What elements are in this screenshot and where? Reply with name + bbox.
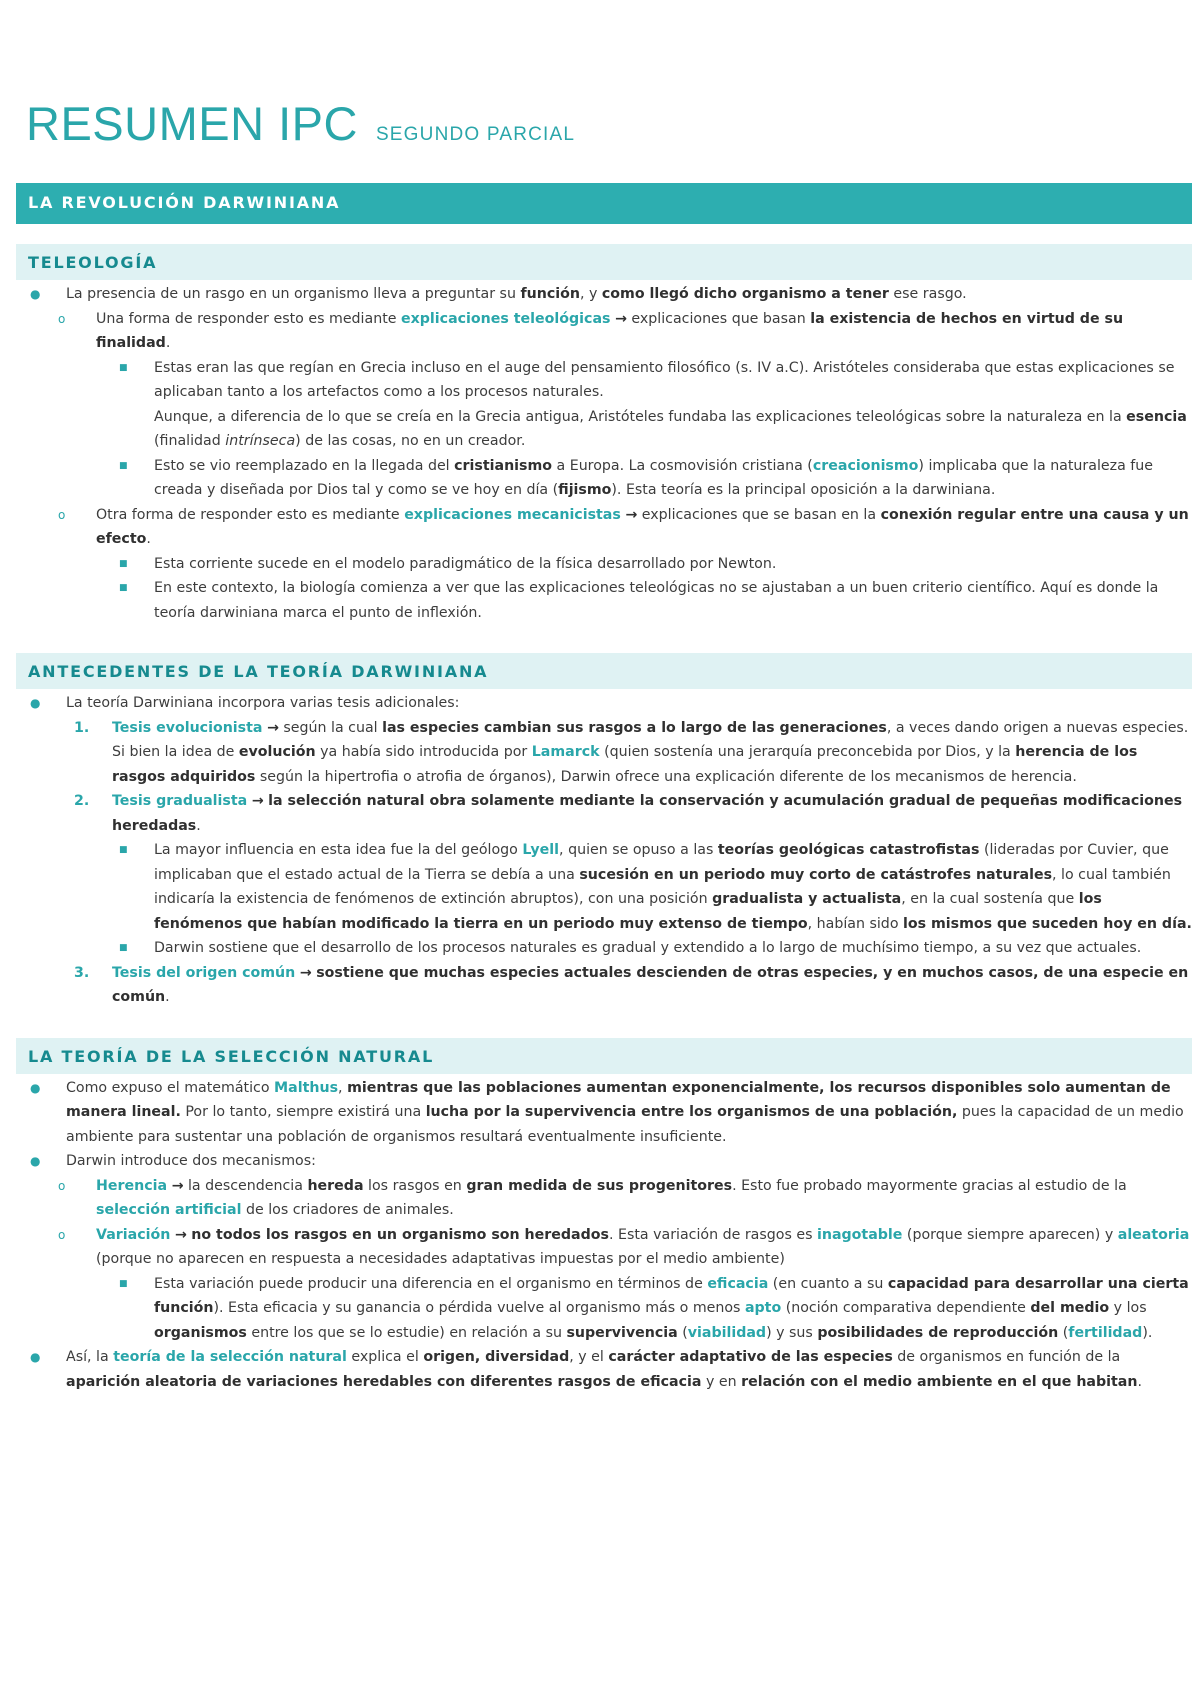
section-heading-revolucion: LA REVOLUCIÓN DARWINIANA <box>16 183 1192 224</box>
list-item: ● Como expuso el matemático Malthus, mientras que las poblaciones aumentan exponencialmente, los recursos disponibles solo aumentan de manera lineal. Por lo tanto, siempre existirá una lucha por la supervivencia entre los organismos de una población, pues la capacidad de un medio ambiente para sustentar una población de organismos resultará eventualmente insuficiente. <box>16 1076 1192 1150</box>
list-item: ■ Esto se vio reemplazado en la llegada del cristianismo a Europa. La cosmovisión cristiana (creacionismo) implicaba que la naturaleza fue creada y diseñada por Dios tal y como se ve hoy en día (fijismo). Esta teoría es la principal oposición a la darwiniana. <box>16 454 1192 503</box>
list-item: o Una forma de responder esto es mediante explicaciones teleológicas → explicaciones que basan la existencia de hechos en virtud de su finalidad. <box>16 307 1192 356</box>
subsection-heading-teleologia: TELEOLOGÍA <box>16 244 1192 280</box>
arrow-icon: → <box>614 310 627 327</box>
square-bullet-icon: ■ <box>119 460 128 471</box>
numbered-item: 1. Tesis evolucionista → según la cual las especies cambian sus rasgos a lo largo de las generaciones, a veces dando origen a nuevas especies. Si bien la idea de evolución ya había sido introducida por Lamarck (quien sostenía una jerarquía preconcebida por Dios, y la herencia de los rasgos adquiridos según la hipertrofia o atrofia de órganos), Darwin ofrece una explicación diferente de los mecanismos de herencia. <box>16 716 1192 790</box>
subsection-heading-seleccion-natural: LA TEORÍA DE LA SELECCIÓN NATURAL <box>16 1038 1192 1074</box>
bullet-icon: ● <box>30 1350 41 1364</box>
list-item: ● La teoría Darwiniana incorpora varias tesis adicionales: <box>16 691 1192 716</box>
number-3: 3. <box>74 964 90 981</box>
list-item: o Herencia → la descendencia hereda los rasgos en gran medida de sus progenitores. Esto fue probado mayormente gracias al estudio de la selección artificial de los criadores de animales. <box>16 1174 1192 1223</box>
circle-bullet-icon: o <box>58 1227 66 1242</box>
subsection-heading-antecedentes: ANTECEDENTES DE LA TEORÍA DARWINIANA <box>16 653 1192 689</box>
number-1: 1. <box>74 719 90 736</box>
bullet-icon: ● <box>30 1154 41 1168</box>
square-bullet-icon: ■ <box>119 943 128 953</box>
numbered-item: 3. Tesis del origen común → sostiene que muchas especies actuales descienden de otras especies, y en muchos casos, de una especie en común. <box>16 961 1192 1010</box>
list-item: o Otra forma de responder esto es mediante explicaciones mecanicistas → explicaciones que se basan en la conexión regular entre una causa y un efecto. <box>16 503 1192 552</box>
bullet-icon: ● <box>30 287 41 301</box>
list-item: ● Así, la teoría de la selección natural explica el origen, diversidad, y el carácter adaptativo de las especies de organismos en función de la aparición aleatoria de variaciones heredables con diferentes rasgos de eficacia y en relación con el medio ambiente en el que habitan. <box>16 1345 1192 1394</box>
list-item: ● La presencia de un rasgo en un organismo lleva a preguntar su función, y como llegó dicho organismo a tener ese rasgo. <box>16 282 1192 307</box>
numbered-item: 2. Tesis gradualista → la selección natural obra solamente mediante la conservación y acumulación gradual de pequeñas modificaciones heredadas. <box>16 789 1192 838</box>
arrow-icon: → <box>171 1177 184 1194</box>
bullet-icon: ● <box>30 696 41 710</box>
circle-bullet-icon: o <box>58 507 66 522</box>
arrow-icon: → <box>174 1226 187 1243</box>
square-bullet-icon: ■ <box>119 558 128 569</box>
arrow-icon: → <box>299 964 312 981</box>
list-item: ● Darwin introduce dos mecanismos: <box>16 1149 1192 1174</box>
document-header <box>26 96 1192 151</box>
arrow-icon: → <box>251 793 264 809</box>
circle-bullet-icon: o <box>58 1178 66 1193</box>
seleccion-content <box>16 1076 1192 1395</box>
teleologia-content <box>16 282 1192 625</box>
list-item: ■ Estas eran las que regían en Grecia incluso en el auge del pensamiento filosófico (s. IV a.C). Aristóteles consideraba que estas explicaciones se aplicaban tanto a los artefactos como a los procesos naturales. Aunque, a diferencia de lo que se creía en la Grecia antigua, Aristóteles fundaba las explicaciones teleológicas sobre la naturaleza en la esencia (finalidad intrínseca) de las cosas, no en un creador. <box>16 356 1192 454</box>
list-item: ■ Esta variación puede producir una diferencia en el organismo en términos de eficacia (en cuanto a su capacidad para desarrollar una cierta función). Esta eficacia y su ganancia o pérdida vuelve al organismo más o menos apto (noción comparativa dependiente del medio y los organismos entre los que se lo estudie) en relación a su supervivencia (viabilidad) y sus posibilidades de reproducción (fertilidad). <box>16 1272 1192 1346</box>
list-item: ■ Esta corriente sucede en el modelo paradigmático de la física desarrollado por Newton. <box>16 552 1192 577</box>
list-item: ■ La mayor influencia en esta idea fue la del geólogo Lyell, quien se opuso a las teorías geológicas catastrofistas (lideradas por Cuvier, que implicaban que el estado actual de la Tierra se debía a una sucesión en un periodo muy corto de catástrofes naturales, lo cual también indicaría la existencia de fenómenos de extinción abruptos), con una posición gradualista y actualista, en la cual sostenía que los fenómenos que habían modificado la tierra en un periodo muy extenso de tiempo, habían sido los mismos que suceden hoy en día. <box>16 838 1192 936</box>
square-bullet-icon: ■ <box>119 362 128 373</box>
document-title: RESUMEN IPC <box>26 97 358 150</box>
square-bullet-icon: ■ <box>119 845 128 855</box>
square-bullet-icon: ■ <box>119 583 128 593</box>
list-item: ■ Darwin sostiene que el desarrollo de los procesos naturales es gradual y extendido a lo largo de muchísimo tiempo, a su vez que actuales. <box>16 936 1192 961</box>
arrow-icon: → <box>625 506 638 523</box>
list-item: ■ En este contexto, la biología comienza a ver que las explicaciones teleológicas no se ajustaban a un buen criterio científico. Aquí es donde la teoría darwiniana marca el punto de inflexión. <box>16 576 1192 625</box>
square-bullet-icon: ■ <box>119 1278 128 1289</box>
bullet-icon: ● <box>30 1080 41 1095</box>
document-subtitle: SEGUNDO PARCIAL <box>375 124 576 145</box>
antecedentes-content <box>16 691 1192 1010</box>
circle-bullet-icon: o <box>58 311 66 326</box>
list-item: o Variación → no todos los rasgos en un organismo son heredados. Esta variación de rasgos es inagotable (porque siempre aparecen) y aleatoria (porque no aparecen en respuesta a necesidades adaptativas impuestas por el medio ambiente) <box>16 1223 1192 1272</box>
arrow-icon: → <box>267 719 279 736</box>
number-2: 2. <box>74 793 90 809</box>
